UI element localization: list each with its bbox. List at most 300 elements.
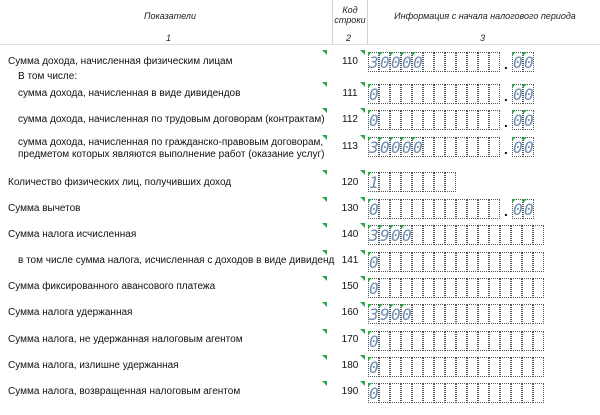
digit-cell[interactable] bbox=[368, 52, 379, 72]
cell-marker bbox=[401, 304, 405, 308]
digit-value: 0 bbox=[513, 111, 523, 130]
digit-cell[interactable] bbox=[533, 278, 544, 298]
field-marker bbox=[360, 381, 365, 386]
cell-marker bbox=[368, 52, 372, 56]
digit-cell[interactable] bbox=[445, 110, 456, 130]
digit-cell[interactable] bbox=[445, 137, 456, 157]
digit-cell[interactable] bbox=[489, 278, 500, 298]
digit-cell[interactable] bbox=[467, 278, 478, 298]
cell-marker bbox=[390, 52, 394, 56]
digit-cell[interactable] bbox=[379, 225, 390, 245]
digit-cell[interactable] bbox=[467, 357, 478, 377]
digit-cell[interactable] bbox=[511, 252, 522, 272]
cell-marker bbox=[368, 172, 372, 176]
cell-marker bbox=[368, 137, 372, 141]
digit-cell[interactable] bbox=[456, 304, 467, 324]
digit-cell[interactable] bbox=[445, 383, 456, 403]
digit-cell[interactable] bbox=[445, 252, 456, 272]
digit-cell[interactable] bbox=[390, 225, 401, 245]
digit-cell[interactable] bbox=[522, 357, 533, 377]
digit-cell[interactable] bbox=[445, 172, 456, 192]
digit-cell[interactable] bbox=[533, 357, 544, 377]
digit-cell[interactable] bbox=[489, 383, 500, 403]
digit-cell[interactable] bbox=[401, 110, 412, 130]
digit-value: 3 bbox=[369, 138, 379, 157]
row-label: Сумма налога, излишне удержанная bbox=[8, 360, 179, 371]
row-code: 110 bbox=[342, 56, 358, 67]
header-period-info: Информация с начала налогового периода bbox=[394, 11, 576, 21]
digit-cell[interactable] bbox=[379, 357, 390, 377]
digit-cell[interactable] bbox=[467, 84, 478, 104]
cell-marker bbox=[379, 225, 383, 229]
digit-cell[interactable] bbox=[456, 52, 467, 72]
digit-value: 0 bbox=[391, 226, 401, 245]
cell-marker bbox=[512, 137, 516, 141]
digit-value: 0 bbox=[513, 53, 523, 72]
digit-cell[interactable] bbox=[368, 172, 379, 192]
digit-cell[interactable] bbox=[500, 225, 511, 245]
digit-cell[interactable] bbox=[401, 172, 412, 192]
cell-marker bbox=[390, 137, 394, 141]
digit-cell[interactable] bbox=[445, 357, 456, 377]
digit-cell[interactable] bbox=[368, 110, 379, 130]
header-line-code: Код строки bbox=[334, 5, 366, 25]
digit-cell[interactable] bbox=[401, 383, 412, 403]
digit-value: 0 bbox=[402, 305, 412, 324]
digit-cell[interactable] bbox=[489, 52, 500, 72]
digit-value: 0 bbox=[413, 53, 423, 72]
digit-value: 0 bbox=[524, 85, 534, 104]
digit-cell[interactable] bbox=[412, 52, 423, 72]
digit-value: 0 bbox=[369, 111, 379, 130]
digit-cell[interactable] bbox=[368, 252, 379, 272]
digit-value: 3 bbox=[369, 305, 379, 324]
digit-cell[interactable] bbox=[522, 331, 533, 351]
digit-cell[interactable] bbox=[522, 278, 533, 298]
digit-cell[interactable] bbox=[456, 84, 467, 104]
fraction-digit-cell[interactable] bbox=[512, 199, 523, 219]
digit-cell[interactable] bbox=[511, 304, 522, 324]
cell-marker bbox=[512, 52, 516, 56]
digit-value: 0 bbox=[391, 138, 401, 157]
digit-cell[interactable] bbox=[434, 84, 445, 104]
digit-cell[interactable] bbox=[478, 199, 489, 219]
digit-cell[interactable] bbox=[390, 199, 401, 219]
fraction-digit-cell[interactable] bbox=[512, 110, 523, 130]
cell-marker bbox=[368, 383, 372, 387]
cell-marker bbox=[379, 304, 383, 308]
digit-cell[interactable] bbox=[489, 252, 500, 272]
digit-cell[interactable] bbox=[401, 304, 412, 324]
digit-value: 3 bbox=[369, 53, 379, 72]
digit-value: 0 bbox=[369, 332, 379, 351]
fraction-digit-cell[interactable] bbox=[523, 110, 534, 130]
digit-cell[interactable] bbox=[445, 225, 456, 245]
cell-marker bbox=[412, 137, 416, 141]
digit-cell[interactable] bbox=[478, 110, 489, 130]
digit-value: 0 bbox=[369, 85, 379, 104]
digit-cell[interactable] bbox=[423, 383, 434, 403]
column-divider bbox=[367, 0, 368, 44]
cell-marker bbox=[401, 225, 405, 229]
digit-cell[interactable] bbox=[379, 278, 390, 298]
field-marker bbox=[360, 329, 365, 334]
digit-cell[interactable] bbox=[423, 304, 434, 324]
cell-marker bbox=[523, 110, 527, 114]
digit-cell[interactable] bbox=[412, 383, 423, 403]
digit-cell[interactable] bbox=[423, 199, 434, 219]
digit-cell[interactable] bbox=[423, 52, 434, 72]
digit-cell[interactable] bbox=[445, 52, 456, 72]
digit-cell[interactable] bbox=[467, 110, 478, 130]
fraction-digit-cell[interactable] bbox=[523, 137, 534, 157]
row-label: Сумма налога, возвращенная налоговым агентом bbox=[8, 386, 241, 397]
digit-cell[interactable] bbox=[489, 199, 500, 219]
digit-cell[interactable] bbox=[401, 225, 412, 245]
digit-cell[interactable] bbox=[533, 252, 544, 272]
digit-cell[interactable] bbox=[511, 278, 522, 298]
row-code: 140 bbox=[341, 229, 359, 240]
digit-cell[interactable] bbox=[379, 199, 390, 219]
digit-cell[interactable] bbox=[500, 278, 511, 298]
header-indicators: Показатели bbox=[144, 11, 196, 21]
digit-cell[interactable] bbox=[478, 52, 489, 72]
digit-cell[interactable] bbox=[467, 137, 478, 157]
fraction-digit-cell[interactable] bbox=[512, 84, 523, 104]
digit-cell[interactable] bbox=[379, 383, 390, 403]
digit-cell[interactable] bbox=[522, 383, 533, 403]
digit-cell[interactable] bbox=[434, 252, 445, 272]
digit-cell[interactable] bbox=[445, 304, 456, 324]
cell-marker bbox=[523, 137, 527, 141]
digit-cell[interactable] bbox=[379, 172, 390, 192]
digit-cell[interactable] bbox=[423, 172, 434, 192]
digit-cell[interactable] bbox=[500, 357, 511, 377]
digit-cell[interactable] bbox=[478, 331, 489, 351]
digit-cell[interactable] bbox=[379, 110, 390, 130]
decimal-point: . bbox=[504, 203, 508, 219]
digit-cell[interactable] bbox=[445, 331, 456, 351]
digit-cell[interactable] bbox=[478, 304, 489, 324]
digit-value: 0 bbox=[369, 279, 379, 298]
fraction-digit-cell[interactable] bbox=[512, 137, 523, 157]
cell-marker bbox=[379, 137, 383, 141]
digit-cell[interactable] bbox=[412, 304, 423, 324]
digit-cell[interactable] bbox=[478, 225, 489, 245]
digit-cell[interactable] bbox=[412, 199, 423, 219]
digit-cell[interactable] bbox=[434, 110, 445, 130]
digit-cell[interactable] bbox=[467, 225, 478, 245]
digit-value: 0 bbox=[402, 138, 412, 157]
digit-cell[interactable] bbox=[390, 331, 401, 351]
field-marker bbox=[322, 108, 327, 113]
digit-cell[interactable] bbox=[434, 199, 445, 219]
digit-value: 0 bbox=[402, 53, 412, 72]
digit-cell[interactable] bbox=[522, 225, 533, 245]
digit-cell[interactable] bbox=[533, 304, 544, 324]
digit-cell[interactable] bbox=[390, 137, 401, 157]
digit-cell[interactable] bbox=[379, 137, 390, 157]
cell-marker bbox=[368, 331, 372, 335]
digit-value: 0 bbox=[369, 253, 379, 272]
digit-value: 1 bbox=[369, 173, 379, 192]
decimal-point: . bbox=[504, 141, 508, 157]
field-marker bbox=[360, 302, 365, 307]
digit-value: 9 bbox=[380, 226, 390, 245]
cell-marker bbox=[523, 84, 527, 88]
row-code: 120 bbox=[341, 177, 359, 188]
field-marker bbox=[360, 82, 365, 87]
digit-cell[interactable] bbox=[434, 278, 445, 298]
digit-cell[interactable] bbox=[412, 225, 423, 245]
digit-value: 9 bbox=[380, 305, 390, 324]
digit-cell[interactable] bbox=[390, 304, 401, 324]
digit-cell[interactable] bbox=[511, 383, 522, 403]
cell-marker bbox=[412, 52, 416, 56]
digit-cell[interactable] bbox=[379, 304, 390, 324]
digit-cell[interactable] bbox=[456, 137, 467, 157]
digit-cell[interactable] bbox=[412, 137, 423, 157]
digit-cell[interactable] bbox=[533, 225, 544, 245]
field-marker bbox=[322, 50, 327, 55]
digit-cell[interactable] bbox=[401, 199, 412, 219]
digit-cell[interactable] bbox=[423, 252, 434, 272]
digit-cell[interactable] bbox=[401, 84, 412, 104]
digit-cell[interactable] bbox=[456, 383, 467, 403]
row-label: Сумма вычетов bbox=[8, 203, 81, 214]
digit-cell[interactable] bbox=[445, 278, 456, 298]
row-label: в том числе сумма налога, исчисленная с доходов в виде дивиденд bbox=[18, 255, 335, 266]
digit-cell[interactable] bbox=[368, 304, 379, 324]
digit-cell[interactable] bbox=[489, 357, 500, 377]
digit-cell[interactable] bbox=[412, 331, 423, 351]
digit-cell[interactable] bbox=[401, 357, 412, 377]
fraction-digit-cell[interactable] bbox=[523, 84, 534, 104]
digit-cell[interactable] bbox=[390, 110, 401, 130]
digit-cell[interactable] bbox=[511, 357, 522, 377]
digit-value: 0 bbox=[513, 85, 523, 104]
digit-cell[interactable] bbox=[445, 84, 456, 104]
field-marker bbox=[322, 170, 327, 175]
row-label: Сумма налога удержанная bbox=[8, 307, 133, 318]
row-code: 150 bbox=[341, 281, 359, 292]
column-number-3: 3 bbox=[480, 33, 486, 43]
digit-cell[interactable] bbox=[368, 331, 379, 351]
row-label: Количество физических лиц, получивших доход bbox=[8, 177, 232, 188]
field-marker bbox=[360, 50, 365, 55]
digit-value: 0 bbox=[524, 53, 534, 72]
field-marker bbox=[360, 108, 365, 113]
digit-cell[interactable] bbox=[390, 252, 401, 272]
digit-cell[interactable] bbox=[456, 331, 467, 351]
cell-marker bbox=[368, 199, 372, 203]
digit-cell[interactable] bbox=[401, 278, 412, 298]
row-code: 170 bbox=[341, 334, 359, 345]
digit-cell[interactable] bbox=[401, 331, 412, 351]
row-label: В том числе: bbox=[18, 71, 78, 82]
digit-value: 0 bbox=[380, 53, 390, 72]
row-label: сумма дохода, начисленная в виде дивидендов bbox=[18, 88, 241, 99]
digit-cell[interactable] bbox=[390, 383, 401, 403]
digit-cell[interactable] bbox=[456, 357, 467, 377]
field-marker bbox=[322, 250, 327, 255]
digit-cell[interactable] bbox=[368, 84, 379, 104]
digit-cell[interactable] bbox=[434, 304, 445, 324]
digit-cell[interactable] bbox=[478, 357, 489, 377]
row-label: Сумма налога исчисленная bbox=[8, 229, 137, 240]
digit-cell[interactable] bbox=[390, 278, 401, 298]
field-marker bbox=[322, 223, 327, 228]
digit-value: 0 bbox=[524, 111, 534, 130]
cell-marker bbox=[512, 110, 516, 114]
digit-cell[interactable] bbox=[467, 304, 478, 324]
decimal-point: . bbox=[504, 114, 508, 130]
cell-marker bbox=[368, 252, 372, 256]
digit-cell[interactable] bbox=[456, 110, 467, 130]
digit-cell[interactable] bbox=[412, 252, 423, 272]
digit-cell[interactable] bbox=[368, 199, 379, 219]
digit-value: 0 bbox=[369, 358, 379, 377]
digit-value: 0 bbox=[524, 138, 534, 157]
digit-cell[interactable] bbox=[456, 252, 467, 272]
digit-cell[interactable] bbox=[434, 225, 445, 245]
digit-cell[interactable] bbox=[489, 331, 500, 351]
digit-cell[interactable] bbox=[489, 84, 500, 104]
digit-cell[interactable] bbox=[533, 383, 544, 403]
digit-cell[interactable] bbox=[401, 52, 412, 72]
digit-cell[interactable] bbox=[522, 252, 533, 272]
digit-cell[interactable] bbox=[423, 110, 434, 130]
digit-cell[interactable] bbox=[412, 84, 423, 104]
digit-cell[interactable] bbox=[478, 278, 489, 298]
digit-cell[interactable] bbox=[434, 172, 445, 192]
field-marker bbox=[360, 355, 365, 360]
digit-cell[interactable] bbox=[478, 84, 489, 104]
fraction-digit-cell[interactable] bbox=[523, 199, 534, 219]
digit-cell[interactable] bbox=[368, 383, 379, 403]
digit-cell[interactable] bbox=[412, 357, 423, 377]
digit-cell[interactable] bbox=[500, 383, 511, 403]
digit-cell[interactable] bbox=[434, 383, 445, 403]
fraction-digit-cell[interactable] bbox=[512, 52, 523, 72]
digit-cell[interactable] bbox=[434, 137, 445, 157]
digit-cell[interactable] bbox=[390, 357, 401, 377]
digit-cell[interactable] bbox=[500, 304, 511, 324]
digit-cell[interactable] bbox=[478, 383, 489, 403]
cell-marker bbox=[390, 225, 394, 229]
decimal-point: . bbox=[504, 88, 508, 104]
digit-value: 0 bbox=[413, 138, 423, 157]
digit-cell[interactable] bbox=[467, 52, 478, 72]
field-marker bbox=[322, 329, 327, 334]
digit-cell[interactable] bbox=[401, 137, 412, 157]
digit-cell[interactable] bbox=[368, 278, 379, 298]
digit-cell[interactable] bbox=[412, 278, 423, 298]
digit-cell[interactable] bbox=[379, 84, 390, 104]
digit-value: 3 bbox=[369, 226, 379, 245]
fraction-digit-cell[interactable] bbox=[523, 52, 534, 72]
digit-cell[interactable] bbox=[456, 225, 467, 245]
digit-cell[interactable] bbox=[390, 172, 401, 192]
digit-cell[interactable] bbox=[467, 199, 478, 219]
cell-marker bbox=[512, 84, 516, 88]
field-marker bbox=[322, 381, 327, 386]
digit-cell[interactable] bbox=[368, 137, 379, 157]
digit-cell[interactable] bbox=[478, 252, 489, 272]
field-marker bbox=[322, 135, 327, 140]
digit-cell[interactable] bbox=[379, 52, 390, 72]
row-label: Сумма дохода, начисленная физическим лицам bbox=[8, 56, 233, 67]
digit-cell[interactable] bbox=[401, 252, 412, 272]
digit-value: 0 bbox=[391, 305, 401, 324]
digit-value: 0 bbox=[369, 200, 379, 219]
digit-cell[interactable] bbox=[456, 278, 467, 298]
digit-cell[interactable] bbox=[511, 331, 522, 351]
digit-cell[interactable] bbox=[522, 304, 533, 324]
column-divider bbox=[332, 0, 333, 44]
digit-cell[interactable] bbox=[489, 225, 500, 245]
header-divider bbox=[0, 44, 600, 45]
digit-cell[interactable] bbox=[511, 225, 522, 245]
digit-cell[interactable] bbox=[412, 110, 423, 130]
digit-cell[interactable] bbox=[500, 331, 511, 351]
digit-cell[interactable] bbox=[533, 331, 544, 351]
row-code: 111 bbox=[342, 88, 358, 99]
digit-cell[interactable] bbox=[467, 252, 478, 272]
digit-cell[interactable] bbox=[467, 331, 478, 351]
digit-cell[interactable] bbox=[445, 199, 456, 219]
field-marker bbox=[322, 302, 327, 307]
digit-cell[interactable] bbox=[489, 110, 500, 130]
digit-cell[interactable] bbox=[500, 252, 511, 272]
digit-cell[interactable] bbox=[478, 137, 489, 157]
row-code: 180 bbox=[341, 360, 359, 371]
digit-value: 0 bbox=[369, 384, 379, 403]
digit-cell[interactable] bbox=[412, 172, 423, 192]
digit-cell[interactable] bbox=[379, 252, 390, 272]
cell-marker bbox=[401, 52, 405, 56]
cell-marker bbox=[368, 110, 372, 114]
digit-cell[interactable] bbox=[423, 84, 434, 104]
row-code: 113 bbox=[342, 141, 358, 152]
cell-marker bbox=[368, 278, 372, 282]
digit-cell[interactable] bbox=[434, 52, 445, 72]
cell-marker bbox=[523, 52, 527, 56]
digit-cell[interactable] bbox=[434, 331, 445, 351]
digit-cell[interactable] bbox=[368, 357, 379, 377]
digit-cell[interactable] bbox=[423, 331, 434, 351]
digit-cell[interactable] bbox=[489, 304, 500, 324]
digit-cell[interactable] bbox=[423, 357, 434, 377]
digit-value: 0 bbox=[513, 138, 523, 157]
digit-cell[interactable] bbox=[434, 357, 445, 377]
row-label: Сумма фиксированного авансового платежа bbox=[8, 281, 216, 292]
digit-cell[interactable] bbox=[423, 225, 434, 245]
field-marker bbox=[360, 223, 365, 228]
digit-cell[interactable] bbox=[423, 137, 434, 157]
digit-cell[interactable] bbox=[390, 84, 401, 104]
cell-marker bbox=[379, 52, 383, 56]
digit-cell[interactable] bbox=[423, 278, 434, 298]
digit-cell[interactable] bbox=[390, 52, 401, 72]
row-code: 112 bbox=[342, 114, 358, 125]
digit-cell[interactable] bbox=[489, 137, 500, 157]
column-number-1: 1 bbox=[166, 33, 172, 43]
digit-cell[interactable] bbox=[368, 225, 379, 245]
digit-cell[interactable] bbox=[456, 199, 467, 219]
digit-cell[interactable] bbox=[467, 383, 478, 403]
digit-cell[interactable] bbox=[379, 331, 390, 351]
